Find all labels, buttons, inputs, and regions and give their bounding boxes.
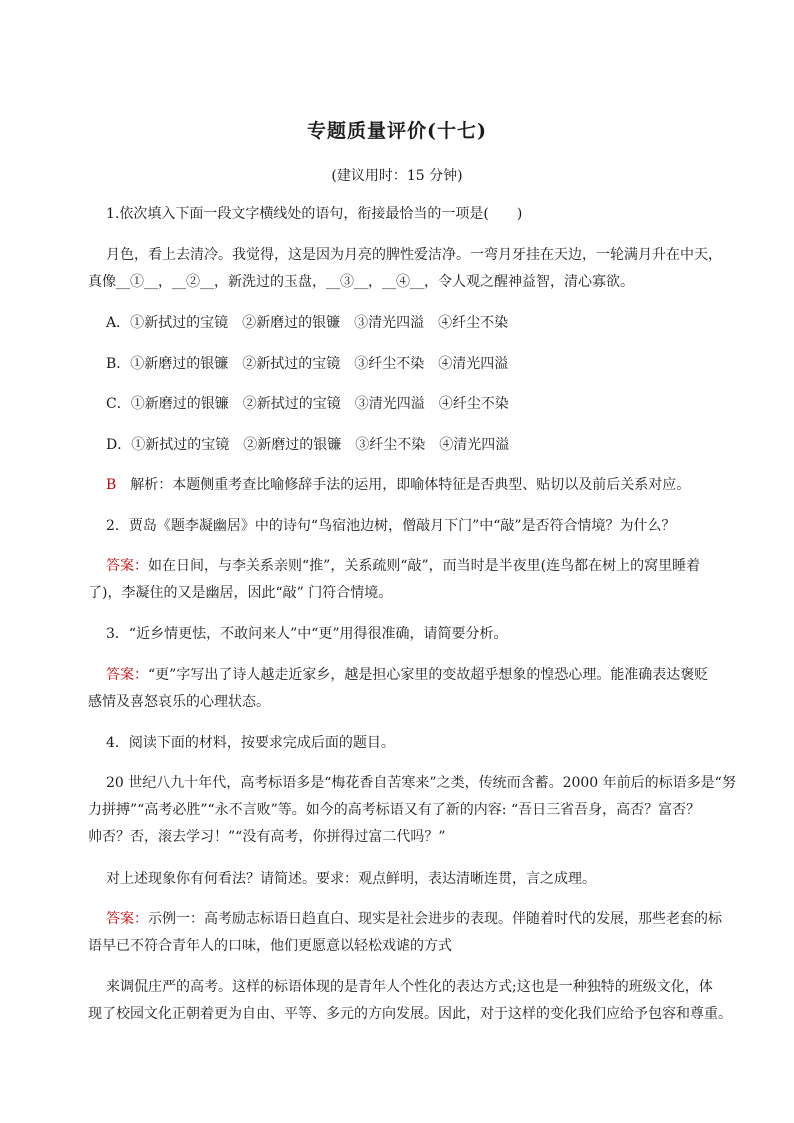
q3-answer-line2: 感情及喜怒哀乐的心理状态。	[88, 694, 270, 710]
q1-option-a: A．①新拭过的宝镜 ②新磨过的银镰 ③清光四溢 ④纤尘不染	[106, 315, 509, 331]
q4-answer-text-1: 示例一：高考励志标语日趋直白、现实是社会进步的表现。伴随着时代的发展，那些老套的标	[148, 911, 722, 927]
q4-cont-line2: 现了校园文化正朝着更为自由、平等、多元的方向发展。因此，对于这样的变化我们应给予包容和尊重。	[88, 1006, 732, 1022]
q4-cont-line1: 来调侃庄严的高考。这样的标语体现的是青年人个性化的表达方式;这也是一种独特的班级文化，体	[106, 979, 713, 995]
q1-stem	[88, 201, 728, 228]
q3-answer-line1	[88, 662, 710, 689]
q4-continuation	[88, 974, 732, 1028]
q2-answer	[88, 553, 710, 607]
q1-answer-letter: B	[106, 477, 117, 493]
q4-requirement-text: 对上述现象你有何看法？请简述。要求：观点鲜明，表达清晰连贯，言之成理。	[106, 871, 596, 887]
q1-blank-3: __③__	[326, 274, 368, 290]
q3-answer	[88, 662, 710, 716]
q1-stem-text: 1.依次填入下面一段文字横线处的语句，衔接最恰当的一项是( )	[106, 206, 523, 222]
q1-blank-2: __②__	[172, 274, 214, 290]
q1-option-b: B．①新磨过的银镰 ②新拭过的宝镜 ③纤尘不染 ④清光四溢	[106, 356, 509, 372]
q2-answer-text-1: 如在日间，与李关系亲则“推”，关系疏则“敲”，而当时是半夜里(连鸟都在树上的窝里睡着	[148, 558, 701, 574]
q4-answer-line2: 语早已不符合青年人的口味，他们更愿意以轻松戏谑的方式	[88, 938, 452, 954]
q2-stem-text: 2．贾岛《题李凝幽居》中的诗句“鸟宿池边树，僧敲月下门”中“敲”是否符合情境？为什么？	[106, 518, 676, 534]
q4-material-line2: 力拼搏”“高考必胜”“永不言败”等。如今的高考标语又有了新的内容: “吾日三省吾身，高否？富否？	[88, 802, 701, 818]
q3-answer-text-1: “更”字写出了诗人越走近家乡，越是担心家里的变故超乎想象的惶恐心理。能准确表达褒贬	[148, 667, 709, 683]
q2-answer-line2: 了)，李凝住的又是幽居，因此“敲” 门符合情境。	[88, 585, 393, 601]
q1-passage-line1: 月色，看上去清冷。我觉得，这是因为月亮的脾性爱洁净。一弯月牙挂在天边，一轮满月升在中天，	[106, 247, 722, 263]
q4-answer-label: 答案：	[106, 911, 148, 927]
q4-stem-text: 4．阅读下面的材料，按要求完成后面的题目。	[106, 735, 395, 751]
page-subtitle: (建议用时：15 分钟)	[331, 168, 463, 184]
q4-answer-line1	[88, 906, 722, 933]
page-title: 专题质量评价(十七)	[307, 120, 487, 142]
q1-passage-line2	[88, 269, 710, 296]
q1-passage-text-c: ，令人观之醒神益智，清心寡欲。	[424, 274, 634, 290]
q2-stem	[88, 513, 728, 540]
q3-answer-label: 答案：	[106, 667, 148, 683]
q1-blank-1: __①__	[116, 274, 158, 290]
q4-material	[88, 770, 736, 851]
q1-blank-4: __④__	[382, 274, 424, 290]
q1-option-d: D．①新拭过的宝镜 ②新磨过的银镰 ③纤尘不染 ④清光四溢	[106, 437, 510, 453]
q4-material-line3: 帅否？否，滚去学习！”“没有高考，你拼得过富二代吗？”	[88, 829, 446, 845]
q1-sep-2: ，	[368, 274, 382, 290]
q1-passage-text-b: ，新洗过的玉盘，	[214, 274, 326, 290]
q4-stem	[88, 730, 728, 757]
q3-stem	[88, 621, 728, 648]
q4-material-line1: 20 世纪八九十年代，高考标语多是“梅花香自苦寒来”之类，传统而含蓄。2000 年前后的标语多是“努	[106, 775, 736, 791]
q1-passage-text-a: 真像	[88, 274, 116, 290]
q1-option-c: C．①新磨过的银镰 ②新拭过的宝镜 ③清光四溢 ④纤尘不染	[106, 396, 509, 412]
q2-answer-label: 答案：	[106, 558, 148, 574]
q3-stem-text: 3．“近乡情更怯，不敢问来人”中“更”用得很准确，请简要分析。	[106, 626, 508, 642]
q2-answer-line1	[88, 553, 710, 580]
q4-requirement	[88, 866, 728, 893]
q4-answer	[88, 906, 722, 960]
q1-sep-1: ，	[158, 274, 172, 290]
q1-analysis	[106, 472, 690, 499]
q1-analysis-text: 解析：本题侧重考查比喻修辞手法的运用，即喻体特征是否典型、贴切以及前后关系对应。	[116, 477, 691, 493]
q1-passage	[88, 242, 722, 296]
